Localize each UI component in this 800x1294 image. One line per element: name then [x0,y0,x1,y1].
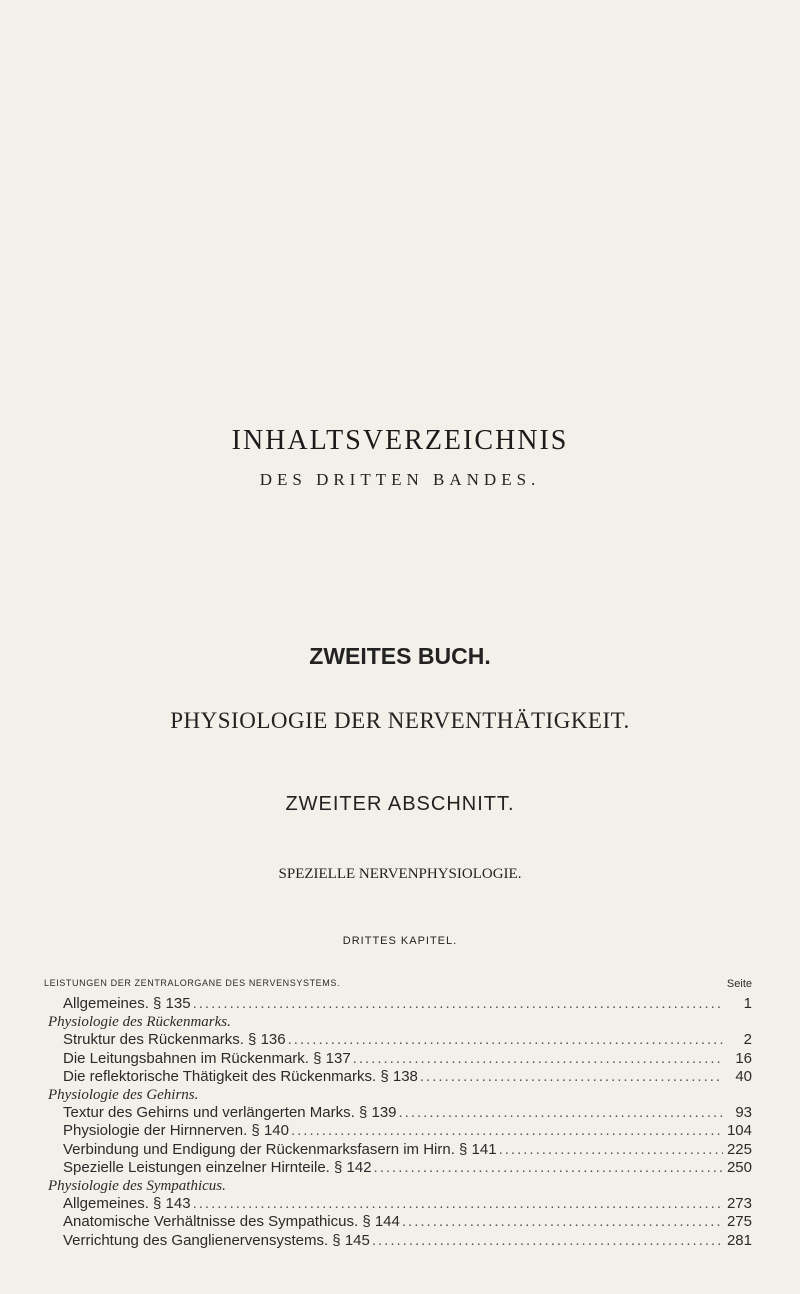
toc-entry [0,1158,800,1178]
toc-entry-line [63,1030,752,1050]
toc-entry [0,1121,800,1141]
toc-leader-dots [499,1140,723,1160]
toc-section-heading: Physiologie des Sympathicus. [48,1178,226,1194]
toc-page-column-label: Seite [726,978,752,990]
toc-entry [0,1212,800,1232]
toc-entry-title: Allgemeines. § 143 [63,1195,191,1213]
toc-leader-dots [353,1049,723,1069]
toc-entry-page: 225 [726,1140,752,1158]
toc-entry-line [63,1121,752,1141]
chapter-label: DRITTES KAPITEL. [342,935,458,947]
toc-leader-dots [402,1212,723,1232]
toc-entry-page: 104 [726,1122,752,1140]
toc-entry-page: 93 [735,1104,752,1122]
toc-entry-page: 275 [726,1213,752,1231]
toc-entry-line [63,1067,752,1087]
toc-entry-title: Allgemeines. § 135 [63,995,191,1012]
toc-entry-title: Spezielle Leistungen einzelner Hirnteile. § 142 [63,1158,372,1176]
toc-entry-page: 250 [726,1158,752,1176]
toc-entry [0,1231,800,1251]
toc-section-heading: Physiologie des Gehirns. [48,1087,199,1103]
toc-entry-line [63,1049,752,1069]
toc-entry [0,1067,800,1087]
toc-entry-page: 2 [743,1031,752,1049]
toc-leader-dots [291,1121,723,1141]
toc-entry-page: 40 [735,1067,752,1085]
toc-entry [0,1049,800,1069]
book-label: ZWEITES BUCH. [309,643,491,669]
toc-entry-title: Textur des Gehirns und verlängerten Marks. § 139 [63,1104,397,1122]
toc-entry-line [63,1194,752,1214]
toc-entry-title: Anatomische Verhältnisse des Sympathicus. § 144 [63,1213,400,1231]
page-subtitle: DES DRITTEN BANDES. [259,470,541,489]
toc-entry-line [63,994,752,1014]
toc-entry-line [63,1140,752,1160]
toc-entry-line [63,1231,752,1251]
toc-entry-title: Verbindung und Endigung der Rückenmarksfasern im Hirn. § 141 [63,1140,497,1158]
toc-entry [0,1030,800,1050]
toc-entry-line [63,1158,752,1178]
toc-heading-row [44,978,752,994]
book-title: PHYSIOLOGIE DER NERVENTHÄTIGKEIT. [170,708,630,733]
toc-entry-title: Die reflektorische Thätigkeit des Rückenmarks. § 138 [63,1067,418,1085]
toc-section-heading: Physiologie des Rückenmarks. [48,1014,231,1031]
toc-leader-dots [399,1103,723,1123]
page-title: INHALTSVERZEICHNIS [231,425,569,456]
toc-entry-page: 273 [726,1195,752,1213]
toc-entry-line [63,1103,752,1123]
toc-entry-page: 16 [735,1049,752,1067]
toc-leader-dots [193,1194,723,1214]
toc-leader-dots [193,994,723,1014]
toc-heading: LEISTUNGEN DER ZENTRALORGANE DES NERVENSYSTEMS. [44,978,341,988]
toc-leader-dots [420,1067,723,1087]
toc-entry-title: Verrichtung des Ganglienervensystems. § 145 [63,1231,370,1249]
toc-entry-page: 281 [726,1231,752,1249]
toc-leader-dots [374,1158,723,1178]
toc-entry [0,1194,800,1214]
toc-entry [0,1140,800,1160]
toc-entry-title: Physiologie der Hirnnerven. § 140 [63,1122,289,1140]
toc-entry-title: Die Leitungsbahnen im Rückenmark. § 137 [63,1049,351,1067]
section-label: ZWEITER ABSCHNITT. [285,793,515,815]
toc-entry-page: 1 [743,995,752,1012]
section-title: SPEZIELLE NERVENPHYSIOLOGIE. [278,866,522,882]
toc-entry-title: Struktur des Rückenmarks. § 136 [63,1031,286,1049]
toc-entry [0,994,800,1014]
toc-entry [0,1103,800,1123]
toc-entry-line [63,1212,752,1232]
toc-leader-dots [372,1231,723,1251]
toc-leader-dots [288,1030,723,1050]
